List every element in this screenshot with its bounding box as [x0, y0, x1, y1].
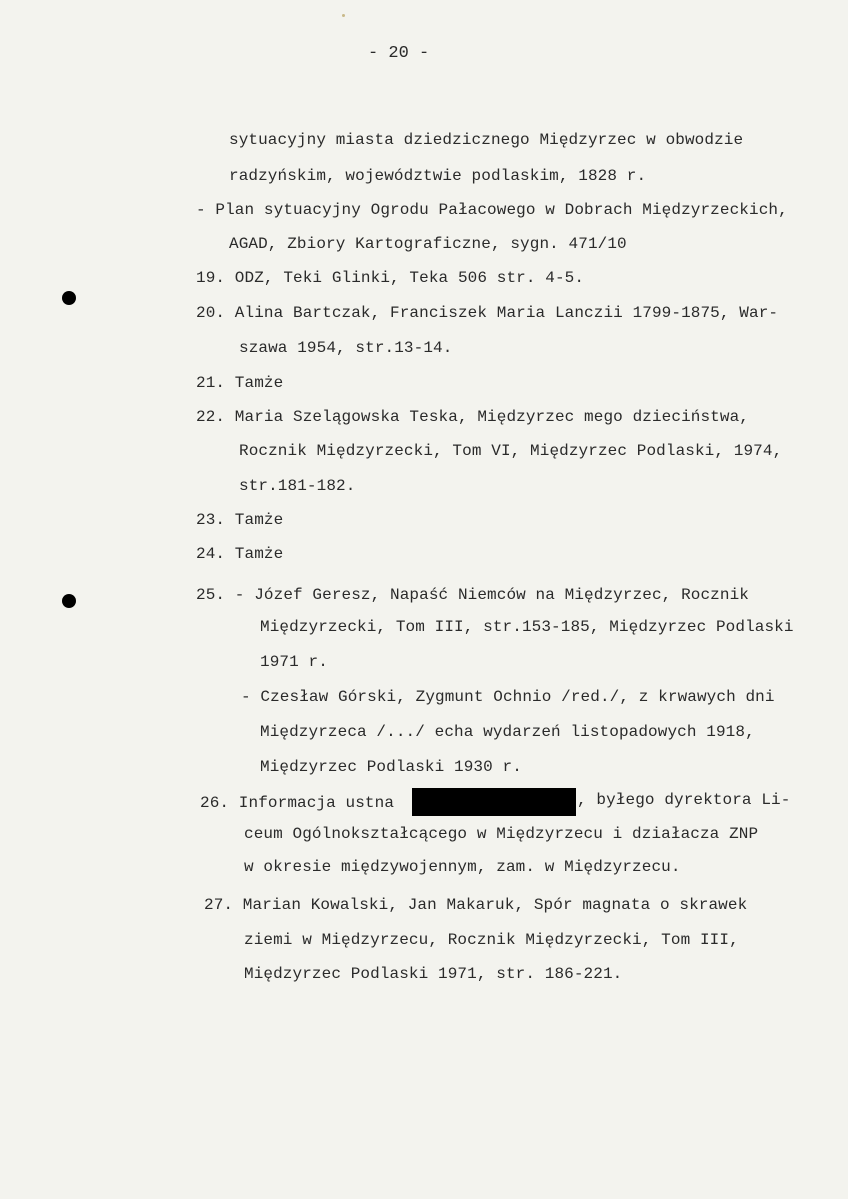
footnote-line: , byłego dyrektora Li-	[577, 791, 791, 809]
footnote-line: - Plan sytuacyjny Ogrodu Pałacowego w Dobrach Międzyrzeckich,	[196, 201, 788, 219]
footnote-25: 25. - Józef Geresz, Napaść Niemców na Międzyrzec, Rocznik	[196, 586, 749, 604]
page-number: - 20 -	[368, 44, 430, 63]
punch-hole	[62, 291, 76, 305]
punch-hole	[62, 594, 76, 608]
footnote-line: ceum Ogólnokształcącego w Międzyrzecu i działacza ZNP	[244, 825, 759, 843]
footnote-line: Rocznik Międzyrzecki, Tom VI, Międzyrzec Podlaski, 1974,	[239, 442, 783, 460]
footnote-22: 22. Maria Szelągowska Teska, Międzyrzec mego dzieciństwa,	[196, 408, 749, 426]
footnote-line: Międzyrzec Podlaski 1971, str. 186-221.	[244, 965, 623, 983]
footnote-21: 21. Tamże	[196, 374, 284, 392]
footnote-line: - Czesław Górski, Zygmunt Ochnio /red./, z krwawych dni	[241, 688, 775, 706]
footnote-20: 20. Alina Bartczak, Franciszek Maria Lanczii 1799-1875, War-	[196, 304, 779, 322]
redaction-bar	[412, 788, 576, 816]
footnote-line: sytuacyjny miasta dziedzicznego Międzyrzec w obwodzie	[229, 131, 744, 149]
footnote-26: 26. Informacja ustna	[200, 794, 395, 812]
footnote-19: 19. ODZ, Teki Glinki, Teka 506 str. 4-5.	[196, 269, 585, 287]
footnote-line: Międzyrzec Podlaski 1930 r.	[260, 758, 522, 776]
footnote-line: AGAD, Zbiory Kartograficzne, sygn. 471/10	[229, 235, 627, 253]
footnote-23: 23. Tamże	[196, 511, 284, 529]
footnote-line: w okresie międzywojennym, zam. w Międzyrzecu.	[244, 858, 681, 876]
footnote-line: str.181-182.	[239, 477, 356, 495]
footnote-line: radzyńskim, województwie podlaskim, 1828 r.	[229, 167, 647, 185]
footnote-line: 1971 r.	[260, 653, 328, 671]
paper-speck	[342, 14, 345, 17]
footnote-27: 27. Marian Kowalski, Jan Makaruk, Spór magnata o skrawek	[204, 896, 748, 914]
footnote-line: Międzyrzecki, Tom III, str.153-185, Międzyrzec Podlaski	[260, 618, 794, 636]
footnote-line: Międzyrzeca /.../ echa wydarzeń listopadowych 1918,	[260, 723, 755, 741]
footnote-24: 24. Tamże	[196, 545, 284, 563]
footnote-line: szawa 1954, str.13-14.	[239, 339, 453, 357]
footnote-line: ziemi w Międzyrzecu, Rocznik Międzyrzecki, Tom III,	[244, 931, 739, 949]
